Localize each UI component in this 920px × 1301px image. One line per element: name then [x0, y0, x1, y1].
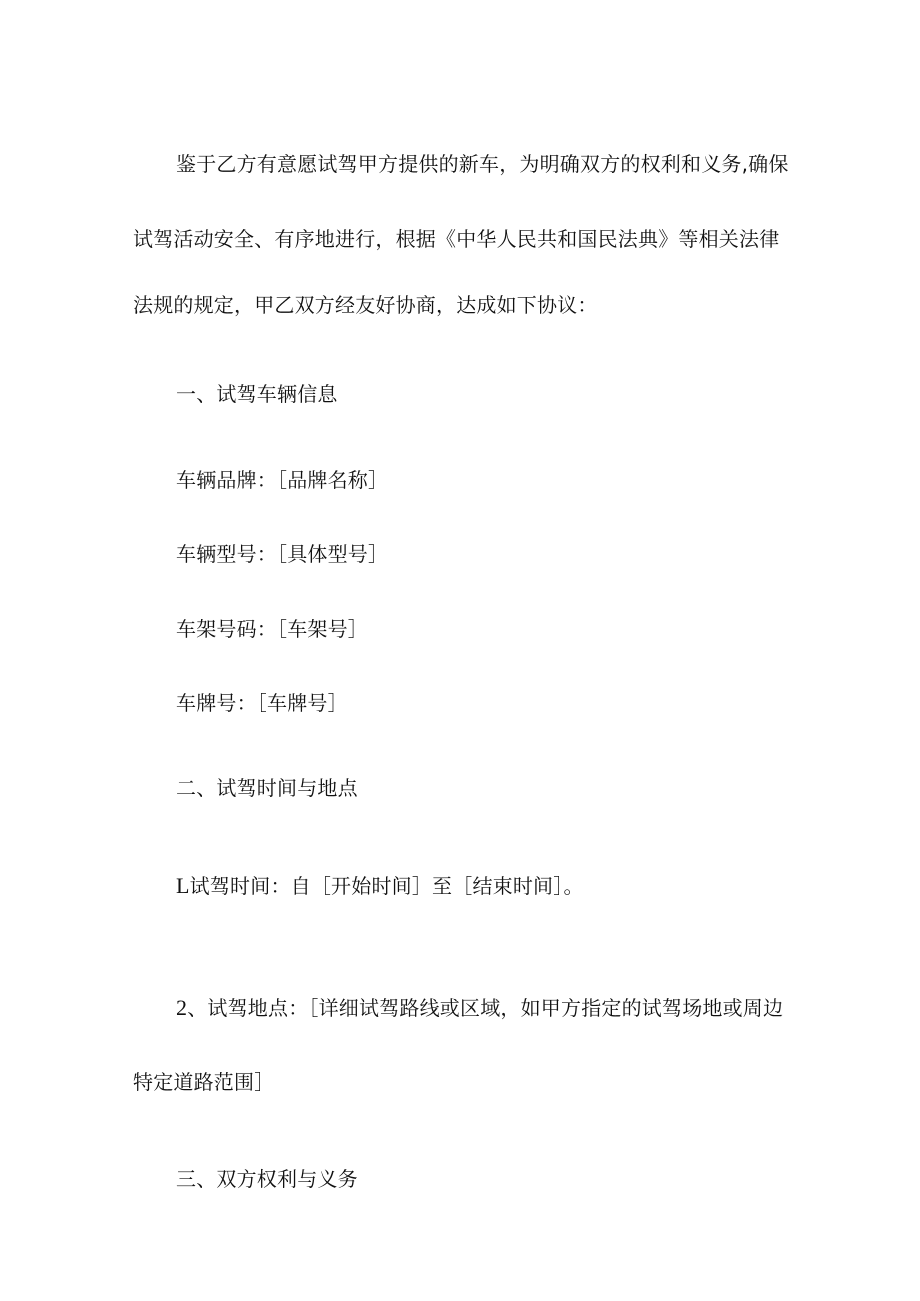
- vehicle-frame-number: 车架号码：［车架号］: [176, 617, 368, 641]
- vehicle-model: 车辆型号：［具体型号］: [176, 542, 389, 566]
- vehicle-brand: 车辆品牌：［品牌名称］: [176, 468, 389, 492]
- place-item-number: 2: [176, 995, 188, 1020]
- section-3-heading: 三、双方权利与义务: [176, 1167, 358, 1191]
- time-item-text: 试驾时间：自［开始时间］至［结束时间］。: [189, 874, 584, 898]
- time-item-number: L: [176, 873, 190, 898]
- preamble-line-3: 法规的规定，甲乙双方经友好协商，达成如下协议：: [133, 293, 598, 317]
- test-drive-place-line-2: 特定道路范围］: [133, 1070, 275, 1094]
- preamble-line-1: 鉴于乙方有意愿试驾甲方提供的新车，为明确双方的权利和义务,确保: [176, 152, 789, 176]
- vehicle-plate-number: 车牌号：［车牌号］: [176, 691, 348, 715]
- test-drive-time: [176, 872, 584, 900]
- section-2-heading: 二、试驾时间与地点: [176, 776, 358, 800]
- test-drive-place-line-1: [176, 994, 783, 1022]
- place-item-text: 、试驾地点：［详细试驾路线或区域，如甲方指定的试驾场地或周边: [187, 996, 784, 1020]
- section-1-heading: 一、试驾车辆信息: [176, 382, 338, 406]
- preamble-line-2: 试驾活动安全、有序地进行，根据《中华人民共和国民法典》等相关法律: [133, 227, 780, 251]
